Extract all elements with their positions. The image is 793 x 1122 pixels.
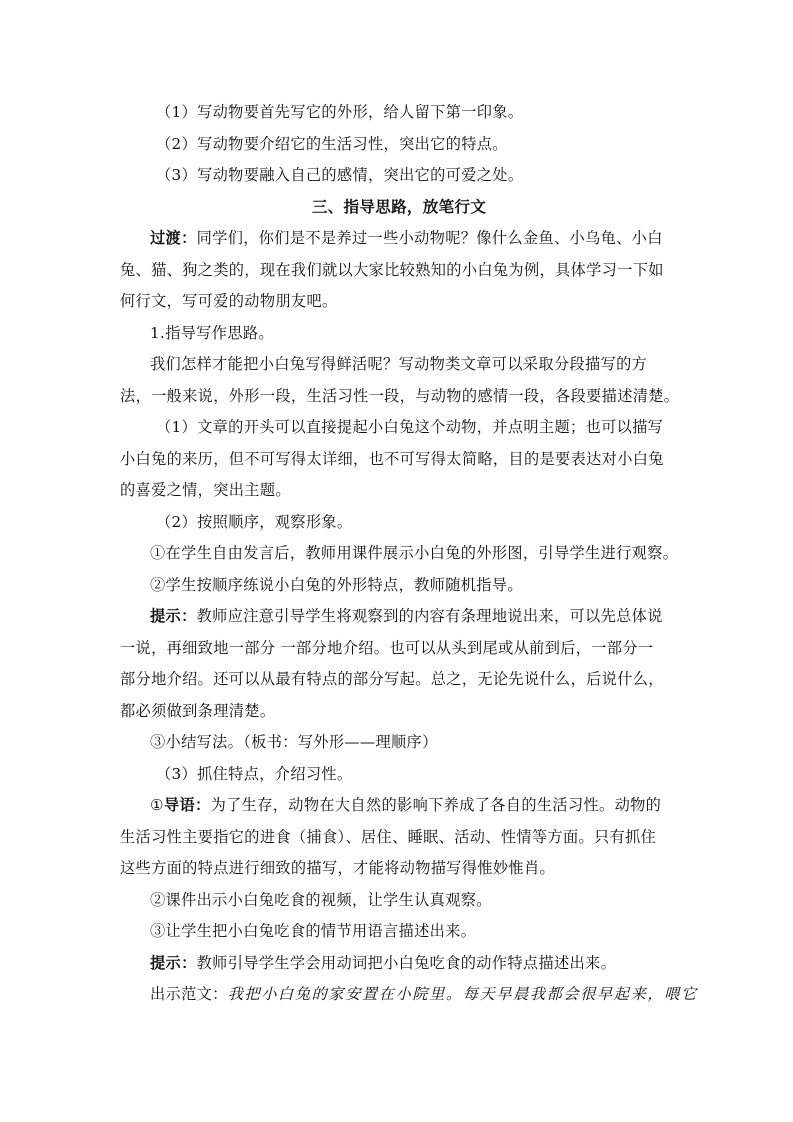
tip-line-3: 部分地介绍。还可以从最有特点的部分写起。总之，无论先说什么，后说什么， [120,670,664,688]
paragraph-4: ①在学生自由发言后，教师用课件展示小白兔的外形图，引导学生进行观察。 [150,544,679,562]
tip-text-1: 教师应注意引导学生将观察到的内容有条理地说出来，可以先总体说 [196,607,663,625]
paragraph-6: ③小结写法。（板书：写外形——理顺序） [150,733,438,751]
paragraph-1-line-1: 我们怎样才能把小白兔写得鲜活呢？写动物类文章可以采取分段描写的方 [150,355,648,373]
tip-line-1 [120,601,678,633]
paragraph-3: （2）按照顺序，观察形象。 [156,512,353,531]
tip-label: 提示： [150,607,197,625]
example-label: 出示范文： [150,985,228,1003]
paragraph-8: ②课件出示小白兔吃食的视频，让学生认真观察。 [150,890,492,909]
paragraph-5: ②学生按顺序练说小白兔的外形特点，教师随机指导。 [150,575,523,594]
subsection-1: 1.指导写作思路。 [150,323,274,342]
transition-text-1: 同学们，你们是不是养过一些小动物呢？像什么金鱼、小乌龟、小白 [196,229,663,247]
tip2-label: 提示： [150,953,197,972]
paragraph-1-line-2: 法，一般来说，外形一段，生活习性一段，与动物的感情一段，各段要描述清楚。 [120,386,680,405]
intro-line-2: 生活习性主要指它的进食（捕食）、居住、睡眠、活动、性情等方面。只有抓住 [120,827,657,846]
paragraph-2-line-2: 小白兔的来历，但不可写得太详细，也不可写得太简略，目的是要表达对小白兔 [120,449,664,468]
intro-label: 导语： [163,796,211,814]
tip2-line [120,948,678,980]
transition-line-3: 何行文，写可爱的动物朋友吧。 [120,292,338,310]
paragraph-2-line-1: （1）文章的开头可以直接提起小白兔这个动物，并点明主题；也可以描写 [156,418,664,436]
paragraph-7: （3）抓住特点，介绍习性。 [156,764,353,783]
transition-line-1 [120,223,678,255]
intro-line-1 [120,790,678,822]
intro-line-3: 这些方面的特点进行细致的描写，才能将动物描写得惟妙惟肖。 [120,859,556,877]
document-page [120,97,698,1011]
tip-line-4: 都必须做到条理清楚。 [120,701,276,720]
transition-label: 过渡： [150,229,197,247]
section-heading: 三、指导思路，放笔行文 [311,197,487,216]
tip2-text: 教师引导学生学会用动词把小白兔吃食的动作特点描述出来。 [196,953,617,972]
example-text: 我把小白兔的家安置在小院里。每天早晨我都会很早起来，喂它 [227,985,698,1003]
example-line [120,979,698,1011]
transition-line-2: 兔、猫、狗之类的，现在我们就以大家比较熟知的小白兔为例，具体学习一下如 [120,260,664,279]
intro-prefix: ① [150,796,164,814]
point-1: （1）写动物要首先写它的外形，给人留下第一印象。 [156,103,524,121]
intro-text-1: 为了生存，动物在大自然的影响下养成了各自的生活习性。动物的 [210,796,662,814]
tip-line-2: 一说，再细致地一部分 一部分地介绍。也可以从头到尾或从前到后，一部分一 [120,638,654,657]
point-2: （2）写动物要介绍它的生活习性，突出它的特点。 [156,134,508,153]
paragraph-2-line-3: 的喜爱之情，突出主题。 [120,481,291,499]
point-3: （3）写动物要融入自己的感情，突出它的可爱之处。 [156,166,524,184]
paragraph-9: ③让学生把小白兔吃食的情节用语言描述出来。 [150,922,477,940]
